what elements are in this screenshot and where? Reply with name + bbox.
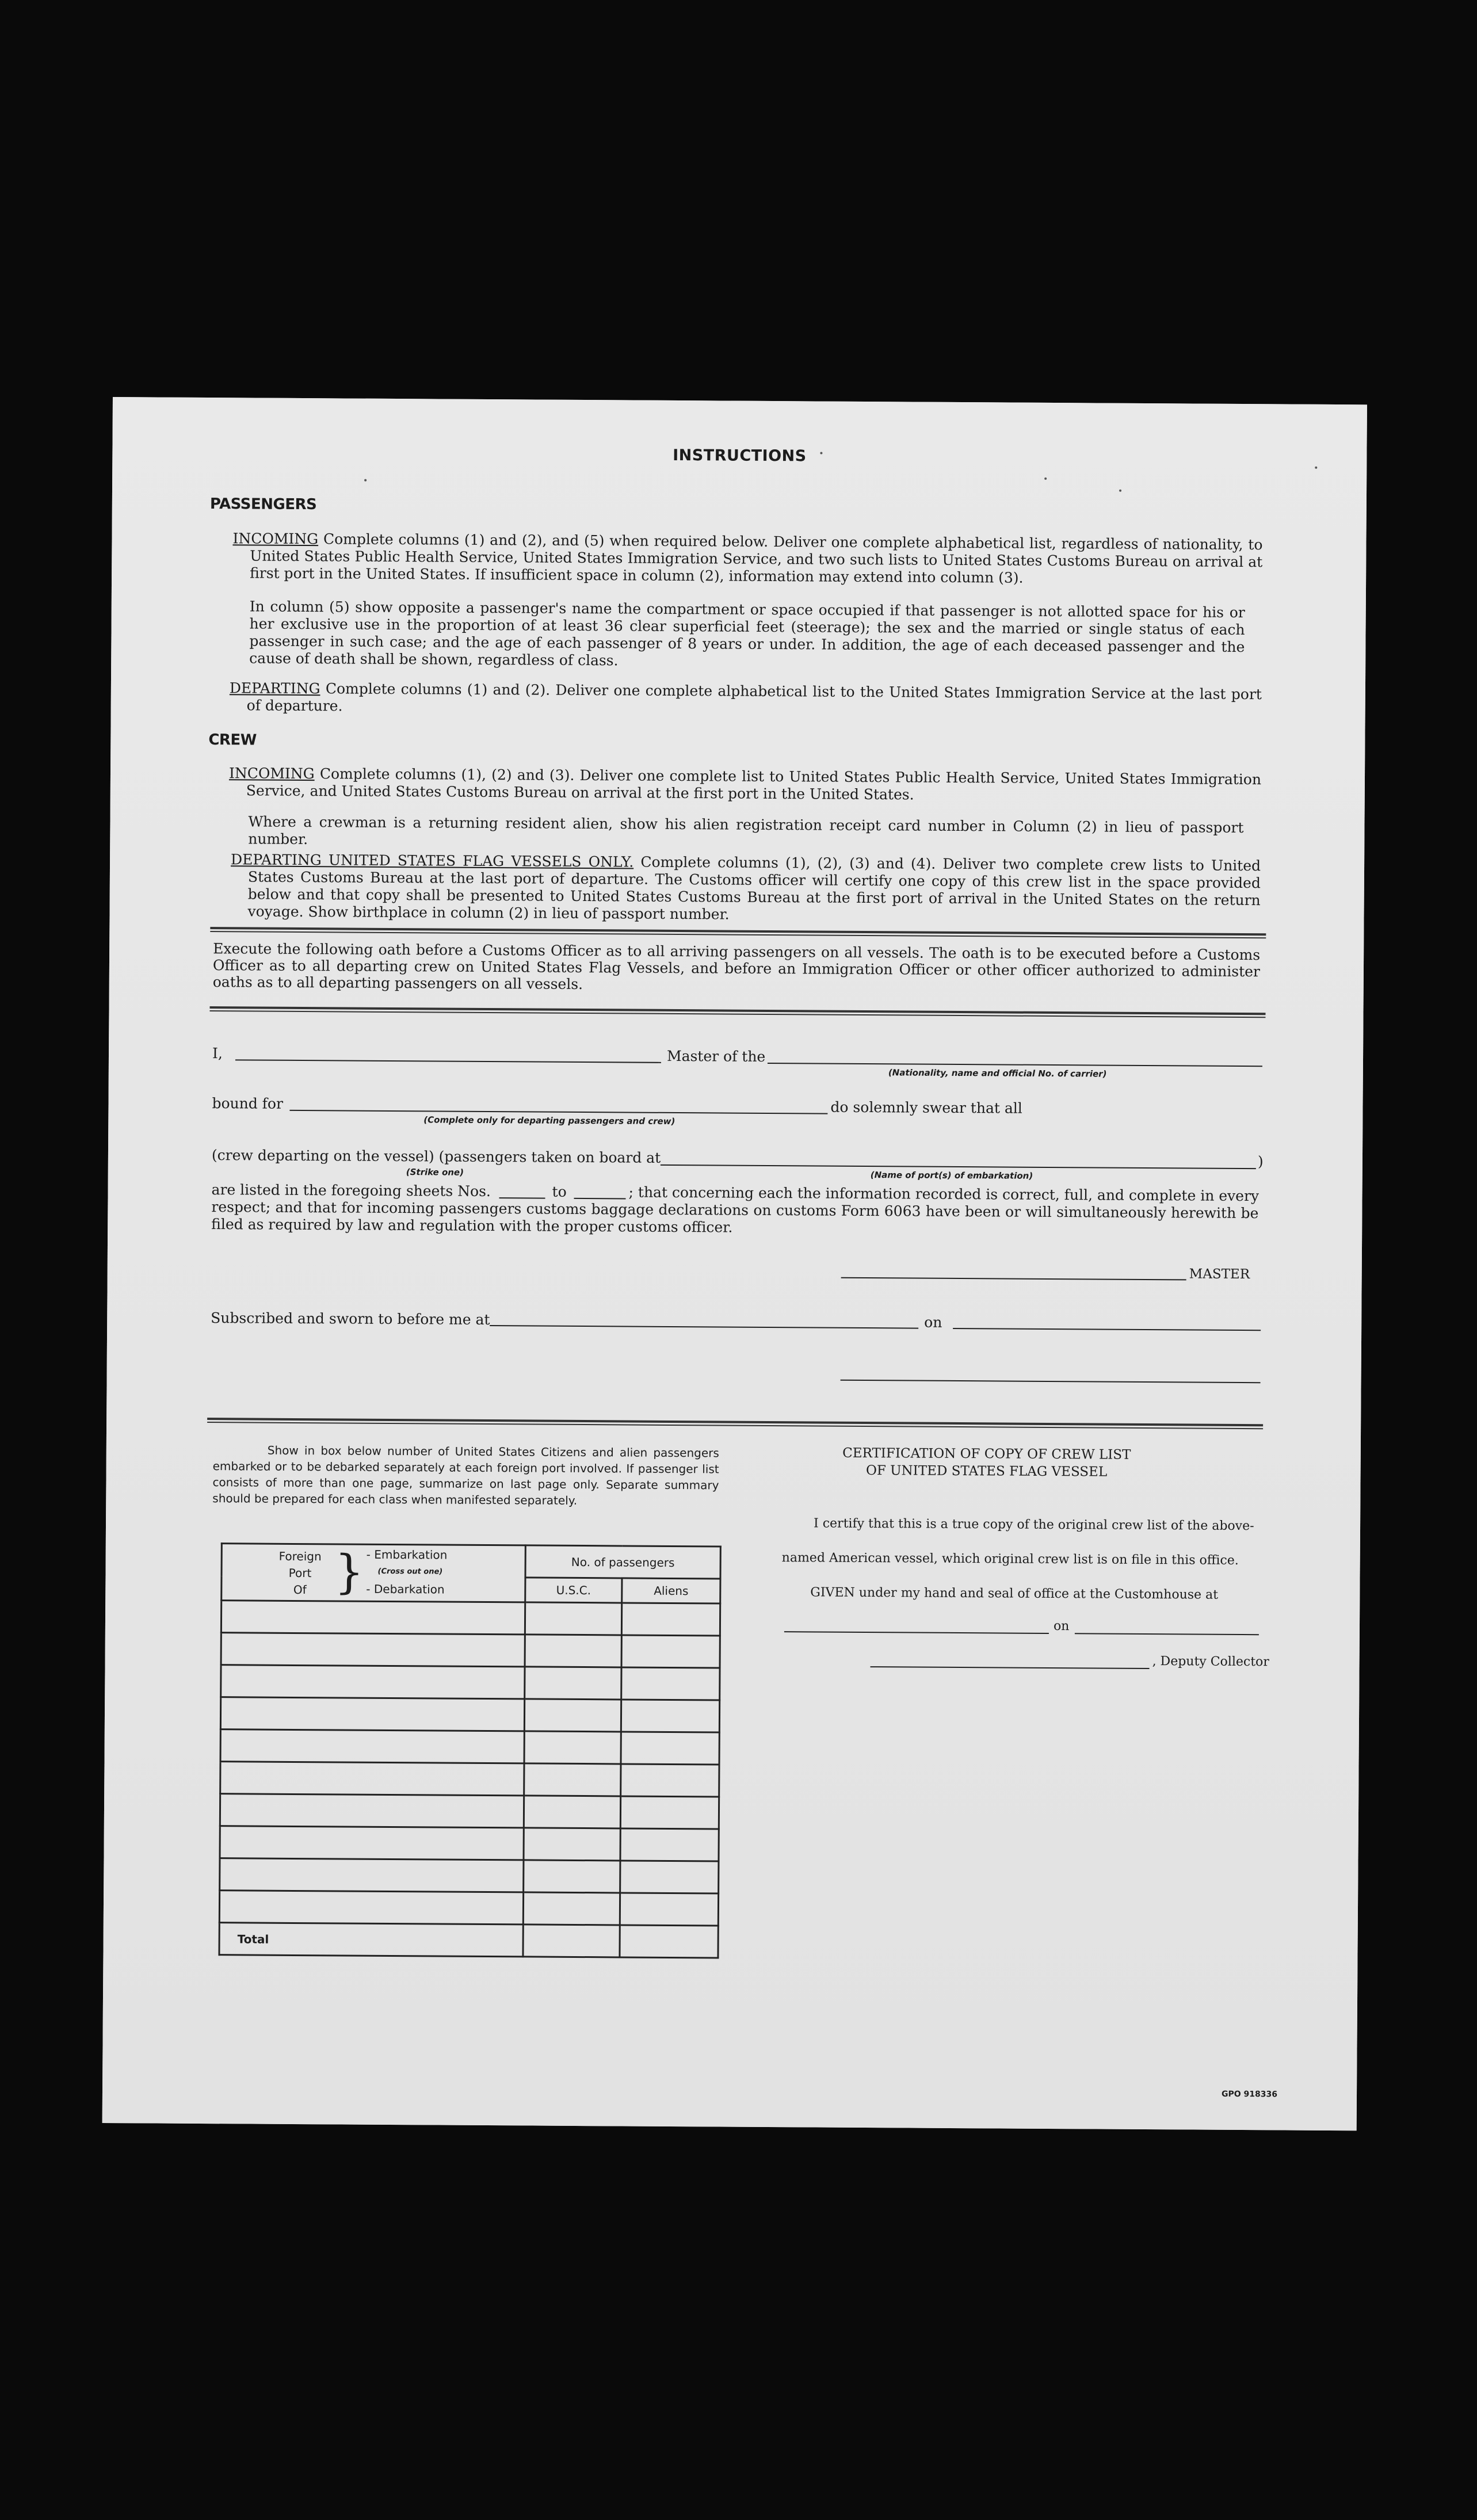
usc-cell[interactable] — [524, 1860, 620, 1893]
usc-cell[interactable] — [524, 1796, 620, 1828]
crew-incoming-text: Complete columns (1), (2) and (3). Deliver one complete list to United States Public Health Service, United States Immigration Service, and United States Customs Bureau on arrival at the first port in the United States. — [246, 765, 1262, 803]
crew-departing-label: (crew departing on the vessel) (passengers taken on board at — [211, 1147, 661, 1166]
certification-line-1: I certify that this is a true copy of the original crew list of the above- — [813, 1516, 1254, 1534]
usc-cell[interactable] — [524, 1828, 620, 1861]
passengers-departing-text: Complete columns (1) and (2). Deliver one complete alphabetical list to the United States Immigration Service at the last port of departure. — [246, 680, 1262, 715]
passengers-departing-paragraph — [230, 679, 1262, 720]
master-label: MASTER — [1189, 1266, 1250, 1282]
speck-mark — [1315, 467, 1317, 469]
cross-out-caption: (Cross out one) — [377, 1567, 443, 1576]
usc-total-cell[interactable] — [523, 1925, 620, 1957]
master-of-label: Master of the — [666, 1047, 766, 1065]
aliens-total-cell[interactable] — [620, 1925, 718, 1958]
bound-for-field[interactable] — [289, 1110, 827, 1114]
crew-incoming-paragraph — [229, 765, 1261, 805]
crew-incoming-lead: INCOMING — [228, 765, 315, 782]
port-cell[interactable] — [221, 1665, 525, 1699]
certification-date-field[interactable] — [1075, 1633, 1259, 1635]
aliens-cell[interactable] — [620, 1893, 718, 1926]
usc-cell[interactable] — [525, 1635, 621, 1667]
form-page — [102, 397, 1367, 2130]
subscribed-date-field[interactable] — [953, 1328, 1261, 1331]
foreign-port-header — [222, 1544, 526, 1602]
speck-mark — [364, 479, 367, 482]
crew-heading: CREW — [208, 731, 257, 749]
crew-returning-paragraph: Where a crewman is a returning resident alien, show his alien registration receipt card number in Column (2) in lieu of passport number. — [248, 813, 1244, 848]
deputy-collector-label: , Deputy Collector — [1152, 1654, 1269, 1670]
debarkation-label: - Debarkation — [366, 1582, 445, 1597]
aliens-cell[interactable] — [621, 1732, 719, 1765]
ports-caption: (Name of port(s) of embarkation) — [870, 1170, 1033, 1181]
certification-heading — [780, 1444, 1194, 1481]
certification-line-2: named American vessel, which original crew list is on file in this office. — [781, 1551, 1239, 1568]
section-divider-top — [210, 927, 1266, 938]
port-cell[interactable] — [221, 1633, 525, 1667]
usc-cell[interactable] — [524, 1763, 621, 1796]
passengers-heading: PASSENGERS — [209, 495, 317, 514]
aliens-header: Aliens — [622, 1578, 720, 1603]
passengers-incoming-paragraph — [232, 530, 1263, 588]
close-paren: ) — [1257, 1153, 1264, 1170]
aliens-cell[interactable] — [620, 1828, 719, 1861]
subscribed-place-field[interactable] — [490, 1325, 918, 1329]
subscribed-on-label: on — [924, 1314, 942, 1331]
subscribed-label: Subscribed and sworn to before me at — [211, 1309, 490, 1328]
listed-text-a: are listed in the foregoing sheets Nos. — [211, 1181, 491, 1200]
strike-caption: (Strike one) — [406, 1167, 464, 1178]
crew-departing-paragraph — [230, 851, 1261, 926]
port-cell[interactable] — [220, 1729, 524, 1763]
aliens-cell[interactable] — [621, 1635, 720, 1668]
brace-glyph: } — [334, 1545, 364, 1599]
certification-heading-line-2: OF UNITED STATES FLAG VESSEL — [865, 1463, 1108, 1480]
embarkation-label: - Embarkation — [366, 1547, 448, 1562]
listed-text-c: respect; and that for incoming passengers customs baggage declarations on customs Form 6063 have been or will simultaneously herewith be filed as required by law and regulation with the proper customs officer. — [211, 1198, 1259, 1236]
swear-label: do solemnly swear that all — [830, 1098, 1022, 1117]
certification-line-3: GIVEN under my hand and seal of office at the Customhouse at — [810, 1585, 1219, 1602]
port-cell[interactable] — [220, 1762, 524, 1796]
port-cell[interactable] — [220, 1697, 524, 1731]
crew-departing-text: Complete columns (1), (2), (3) and (4). Deliver two complete crew lists to United States Customs Bureau at the last port of departure. The Customs officer will certify one copy of this crew list in the space provided below and that copy shall be presented to United States Customs Bureau at the first port of arrival in the United States on the return voyage. Show birthplace in column (2) in lieu of passport number. — [247, 853, 1261, 923]
certification-on-label: on — [1053, 1619, 1070, 1634]
speck-mark — [1044, 478, 1047, 480]
of-label: Of — [293, 1582, 307, 1597]
port-cell[interactable] — [221, 1601, 525, 1635]
page-title: INSTRUCTIONS — [673, 446, 807, 465]
officer-signature-field[interactable] — [841, 1380, 1261, 1383]
to-label: to — [552, 1183, 567, 1200]
crew-departing-lead: DEPARTING UNITED STATES FLAG VESSELS ONLY. — [231, 851, 634, 870]
port-cell[interactable] — [220, 1794, 524, 1828]
deputy-signature-field[interactable] — [871, 1666, 1150, 1669]
oath-i-label: I, — [212, 1045, 223, 1062]
master-name-field[interactable] — [235, 1059, 661, 1063]
aliens-cell[interactable] — [620, 1861, 719, 1893]
gpo-code: GPO 918336 — [1221, 2089, 1278, 2099]
port-label: Port — [288, 1566, 312, 1580]
speck-mark — [820, 452, 822, 455]
complete-caption: (Complete only for departing passengers and crew) — [423, 1114, 675, 1127]
aliens-cell[interactable] — [620, 1796, 719, 1829]
usc-cell[interactable] — [525, 1602, 621, 1635]
passengers-column5-paragraph: In column (5) show opposite a passenger's name the compartment or space occupied if that passenger is not allotted space for his or her exclusive use in the proportion of at least 36 clear superficial feet (steerage); the sex and the married or single status of each passenger in such case; and the age of each passenger of 8 years or under. In addition, the age of each deceased passenger and the cause of death shall be shown, regardless of class. — [249, 598, 1245, 669]
port-cell[interactable] — [220, 1858, 524, 1892]
usc-cell[interactable] — [523, 1892, 620, 1925]
customhouse-field[interactable] — [784, 1631, 1049, 1634]
aliens-cell[interactable] — [621, 1700, 719, 1732]
foreign-label: Foreign — [278, 1549, 322, 1564]
port-cell[interactable] — [219, 1891, 523, 1925]
certification-heading-line-1: CERTIFICATION OF COPY OF CREW LIST — [842, 1445, 1131, 1463]
usc-cell[interactable] — [524, 1699, 621, 1732]
total-label: Total — [219, 1923, 523, 1957]
embarkation-port-field[interactable] — [661, 1164, 1256, 1169]
master-signature-field[interactable] — [841, 1277, 1186, 1281]
box-instructions: Show in box below number of United States Citizens and alien passengers embarked or to be debarked separately at each foreign port involved. If passenger list consists of more than one page, summarize on last page only. Separate summary should be prepared for each class when manifested separately. — [212, 1443, 719, 1507]
aliens-cell[interactable] — [621, 1603, 720, 1636]
passengers-departing-lead: DEPARTING — [229, 679, 320, 697]
nationality-caption: (Nationality, name and official No. of carrier) — [888, 1067, 1107, 1079]
listed-text-b: ; that concerning each the information recorded is correct, full, and complete in every — [628, 1183, 1260, 1205]
passengers-incoming-lead: INCOMING — [232, 530, 319, 548]
aliens-cell[interactable] — [621, 1667, 720, 1700]
bound-for-label: bound for — [212, 1095, 284, 1112]
carrier-field[interactable] — [768, 1063, 1262, 1067]
usc-cell[interactable] — [524, 1731, 621, 1764]
no-passengers-header: No. of passengers — [525, 1545, 720, 1579]
section-divider-oath — [209, 1006, 1265, 1018]
oath-intro-paragraph: Execute the following oath before a Customs Officer as to all arriving passengers on all vessels. The oath is to be executed before a Customs Officer as to all departing crew on United States Flag Vessels, and before an Immigration Officer or other officer authorized to administer oaths as to all departing passengers on all vessels. — [212, 940, 1261, 993]
ports-table — [218, 1542, 721, 1958]
sheet-to-field[interactable] — [574, 1198, 626, 1200]
speck-mark — [1119, 490, 1121, 492]
port-cell[interactable] — [220, 1826, 524, 1860]
aliens-cell[interactable] — [621, 1764, 719, 1797]
passengers-incoming-text: Complete columns (1) and (2), and (5) when required below. Deliver one complete alphabetical list, regardless of nationality, to United States Public Health Service, United States Immigration Service, and two such lists to United States Customs Bureau on arrival at first port in the United States. If insufficient space in column (2), information may extend into column (3). — [250, 530, 1263, 586]
usc-cell[interactable] — [525, 1667, 621, 1700]
usc-header: U.S.C. — [525, 1578, 622, 1603]
section-divider-bottom — [207, 1418, 1263, 1429]
sheet-from-field[interactable] — [499, 1197, 545, 1198]
